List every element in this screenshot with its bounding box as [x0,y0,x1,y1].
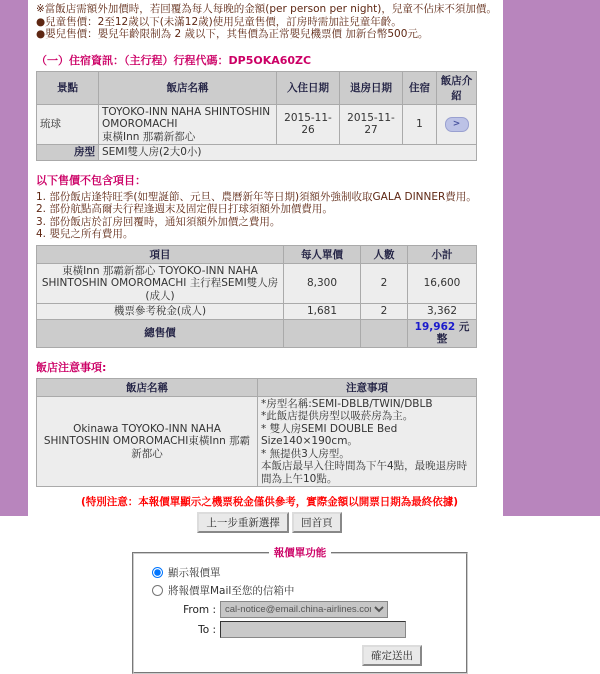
booking-section-title: （一）住宿資訊：（主行程）行程代碼：DP5OKA60ZC [36,53,312,67]
price-qty: 2 [361,263,408,304]
col-unit-price: 每人單價 [284,245,361,263]
hotel-row [37,104,477,145]
exclusion-item-2: 2. 部份航點高爾夫行程逢週末及固定假日打球須額外加價費用。 [36,203,333,215]
price-subtotal: 16,600 [408,263,477,304]
price-row [37,304,477,320]
col-hotel-intro: 飯店介紹 [437,71,477,104]
hotel-name-cell [99,104,277,145]
price-qty: 2 [361,304,408,320]
room-type-label: 房型 [37,145,99,161]
exclusions-title: 以下售價不包含項目： [36,173,146,187]
quote-panel [132,545,468,674]
price-row [37,263,477,304]
content-area [28,0,503,662]
total-empty-cell [284,319,361,347]
show-quote-radio[interactable] [152,567,163,578]
col-notes: 注意事項 [258,378,477,396]
col-region: 景點 [37,71,99,104]
hotel-intro-cell [437,104,477,145]
price-table [36,245,477,348]
total-amount: 19,962 [414,320,456,333]
notes-row [37,396,477,487]
price-item: 機票參考稅金(成人) [37,304,284,320]
total-empty-cell [361,319,408,347]
col-hotel-name: 飯店名稱 [37,378,258,396]
hotel-notes-table [36,378,477,488]
mail-quote-radio[interactable] [152,585,163,596]
room-type-value: SEMI雙人房(2大0小) [99,145,477,161]
hotel-notes-title: 飯店注意事項: [36,360,107,374]
note-item: * 無提供3人房型。 [261,447,350,460]
special-note: (特別注意：本報價單顯示之機票稅金僅供參考，實際金額以開票日期為最終依據) [80,496,459,508]
room-type-row [37,145,477,161]
col-checkin: 入住日期 [277,71,340,104]
to-row [140,621,460,638]
quote-panel-legend: 報價單功能 [273,547,327,559]
col-hotel-name: 飯店名稱 [99,71,277,104]
submit-row [140,645,422,666]
hotel-table [36,71,477,161]
to-input[interactable] [220,621,406,638]
hotel-table-header-row [37,71,477,104]
nav-buttons [36,512,503,533]
right-purple-bar [503,0,600,516]
arrow-right-icon: > [452,118,461,129]
nights-cell: 1 [403,104,437,145]
hotel-name-zh: 東橫Inn 那霸新都心 [102,130,196,143]
total-unit: 元整 [436,320,470,345]
price-subtotal: 3,362 [408,304,477,320]
show-quote-label[interactable]: 顯示報價單 [168,567,221,579]
exclusion-item-4: 4. 嬰兒之所有費用。 [36,228,134,240]
from-label: From : [183,603,216,616]
region-cell: 琉球 [37,104,99,145]
submit-button[interactable]: 確定送出 [362,645,422,666]
home-button[interactable]: 回首頁 [292,512,342,533]
total-label: 總售價 [37,319,284,347]
note-item: *房型名稱:SEMI-DBLB/TWIN/DBLB [261,397,433,410]
note-line-2: ●兒童售價：2至12歲以下(未滿12歲)使用兒童售價，訂房時需加註兒童年齡。 [36,15,402,28]
price-table-header-row [37,245,477,263]
option-show-row [152,565,460,580]
notes-content [258,396,477,487]
option-mail-row [152,583,460,598]
col-subtotal: 小計 [408,245,477,263]
note-item: *此飯店提供房型以吸菸房為主。 [261,410,414,422]
price-unit: 8,300 [284,263,361,304]
top-notes [36,3,503,41]
hotel-name-en: TOYOKO-INN NAHA SHINTOSHIN OMOROMACHI [102,105,271,130]
note-item: * 雙人房SEMI DOUBLE Bed Size140×190cm。 [261,422,398,447]
col-item: 項目 [37,245,284,263]
note-item: 本飯店最早入住時間為下午4點，最晚退房時間為上午10點。 [261,460,468,485]
checkout-cell: 2015-11-27 [340,104,403,145]
notes-hotel-name: Okinawa TOYOKO-INN NAHA SHINTOSHIN OMOROMACHI東橫Inn 那霸新都心 [37,396,258,487]
col-nights: 住宿 [403,71,437,104]
to-label: To : [198,623,216,636]
col-checkout: 退房日期 [340,71,403,104]
price-unit: 1,681 [284,304,361,320]
note-line-3: ●嬰兒售價：嬰兒年齡限制為 2 歲以下，其售價為正常嬰兒機票價 加新台幣500元。 [36,28,429,40]
from-row [140,601,460,618]
back-button[interactable]: 上一步重新選擇 [197,512,289,533]
mail-quote-label[interactable]: 將報價單Mail至您的信箱中 [168,585,295,597]
col-qty: 人數 [361,245,408,263]
exclusion-item-1: 1. 部份飯店逢特旺季(如聖誕節、元旦、農曆新年等日期)須額外強制收取GALA DINNER費用。 [36,190,477,203]
price-item: 東橫Inn 那霸新都心 TOYOKO-INN NAHA SHINTOSHIN OMOROMACHI 主行程SEMI雙人房 (成人) [37,263,284,304]
note-line-1: ※當飯店需額外加價時，若回覆為每人每晚的金額(per person per night)，兒童不佔床不須加價。 [36,3,497,15]
total-row [37,319,477,347]
hotel-intro-button[interactable] [445,117,469,132]
exclusion-item-3: 3. 部份飯店於訂房回覆時，通知須額外加價之費用。 [36,215,281,228]
left-purple-bar [0,0,28,516]
notes-table-header-row [37,378,477,396]
from-select[interactable] [220,601,388,618]
checkin-cell: 2015-11-26 [277,104,340,145]
total-amount-cell [408,319,477,347]
